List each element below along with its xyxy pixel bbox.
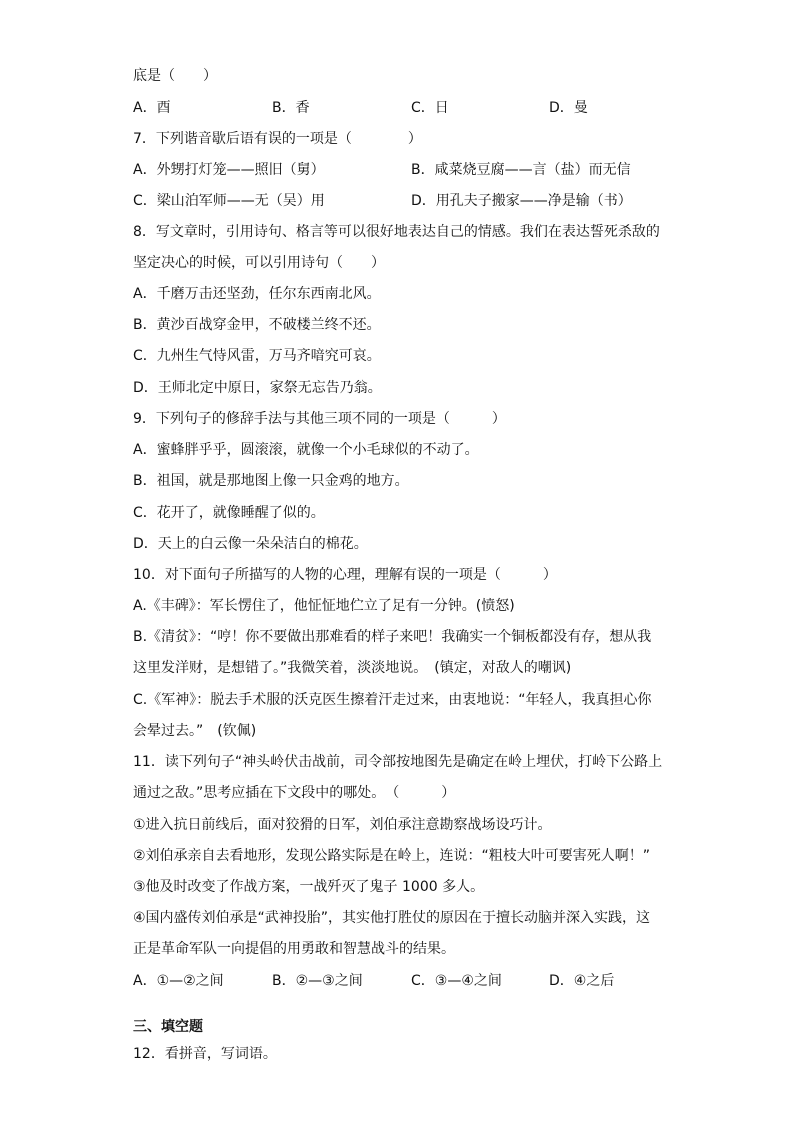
- q10-option-c-line2: 会晕过去。” (钦佩): [133, 723, 257, 739]
- q11-option-a: A．①—②之间: [133, 973, 224, 989]
- q10-option-c-line1: C.《军神》：脱去手术服的沃克医生擦着汗走过来，由衷地说：“年轻人，我真担心你: [133, 692, 652, 708]
- q11-passage-4-line1: ④国内盛传刘伯承是“武神投胎”，其实他打胜仗的原因在于擅长动脑并深入实践，这: [133, 910, 651, 926]
- q9-option-a: A．蜜蜂胖乎乎，圆滚滚，就像一个小毛球似的不动了。: [133, 442, 479, 458]
- q8-stem-line1: 8．写文章时，引用诗句、格言等可以很好地表达自己的情感。我们在表达誓死杀敌的: [133, 224, 660, 240]
- q6-option-d: D．曼: [549, 100, 588, 116]
- q7-stem: 7．下列谐音歇后语有误的一项是（ ）: [133, 131, 422, 147]
- q7-option-a: A．外甥打灯笼——照旧（舅）: [133, 162, 325, 178]
- q10-option-b-line2: 这里发洋财，是想错了。”我微笑着，淡淡地说。 (镇定，对敌人的嘲讽): [133, 660, 572, 676]
- q11-passage-2: ②刘伯承亲自去看地形，发现公路实际是在岭上，连说：“粗枝大叶可要害死人啊！”: [133, 848, 651, 864]
- q11-passage-4-line2: 正是革命军队一向提倡的用勇敢和智慧战斗的结果。: [133, 941, 455, 957]
- q11-option-d: D．④之后: [549, 973, 615, 989]
- q11-passage-1: ①进入抗日前线后，面对狡猾的日军，刘伯承注意勘察战场设巧计。: [133, 817, 552, 833]
- q9-option-b: B．祖国，就是那地图上像一只金鸡的地方。: [133, 473, 409, 489]
- q7-option-b: B．咸菜烧豆腐——言（盐）而无信: [411, 162, 631, 178]
- q11-stem-line2: 通过之敌。”思考应插在下文段中的哪处。 （ ）: [133, 785, 456, 801]
- q11-option-c: C．③—④之间: [411, 973, 502, 989]
- q8-option-d: D．王师北定中原日，家祭无忘告乃翁。: [133, 380, 382, 396]
- q6-option-c: C．日: [411, 100, 449, 116]
- q9-stem: 9．下列句子的修辞手法与其他三项不同的一项是（ ）: [133, 411, 506, 427]
- q12-stem: 12．看拼音，写词语。: [133, 1046, 277, 1062]
- q11-option-b: B．②—③之间: [272, 973, 363, 989]
- q8-option-a: A．千磨万击还坚劲，任尔东西南北风。: [133, 286, 381, 302]
- q7-option-c: C．梁山泊军师——无（吴）用: [133, 193, 325, 209]
- q8-option-c: C．九州生气恃风雷，万马齐喑究可哀。: [133, 348, 381, 364]
- section-title: 三、填空题: [133, 1019, 203, 1035]
- q8-option-b: B．黄沙百战穿金甲，不破楼兰终不还。: [133, 317, 381, 333]
- q11-stem-line1: 11．读下列句子“神头岭伏击战前，司令部按地图先是确定在岭上埋伏，打岭下公路上: [133, 754, 663, 770]
- q9-option-c: C．花开了，就像睡醒了似的。: [133, 505, 325, 521]
- q10-option-b-line1: B.《清贫》：“哼！你不要做出那难看的样子来吧！我确实一个铜板都没有存，想从我: [133, 629, 652, 645]
- q11-passage-3: ③他及时改变了作战方案，一战歼灭了鬼子 1000 多人。: [133, 879, 485, 895]
- q9-option-d: D．天上的白云像一朵朵洁白的棉花。: [133, 536, 368, 552]
- q6-tail: 底是（ ）: [133, 68, 217, 84]
- q6-option-b: B．香: [272, 100, 310, 116]
- q6-option-a: A．酉: [133, 100, 171, 116]
- q8-stem-line2: 坚定决心的时候，可以引用诗句（ ）: [133, 255, 385, 271]
- q7-option-d: D．用孔夫子搬家——净是输（书）: [411, 193, 632, 209]
- q10-stem: 10．对下面句子所描写的人物的心理，理解有误的一项是（ ）: [133, 567, 557, 583]
- q10-option-a: A.《丰碑》：军长愣住了，他怔怔地伫立了足有一分钟。(愤怒): [133, 598, 515, 614]
